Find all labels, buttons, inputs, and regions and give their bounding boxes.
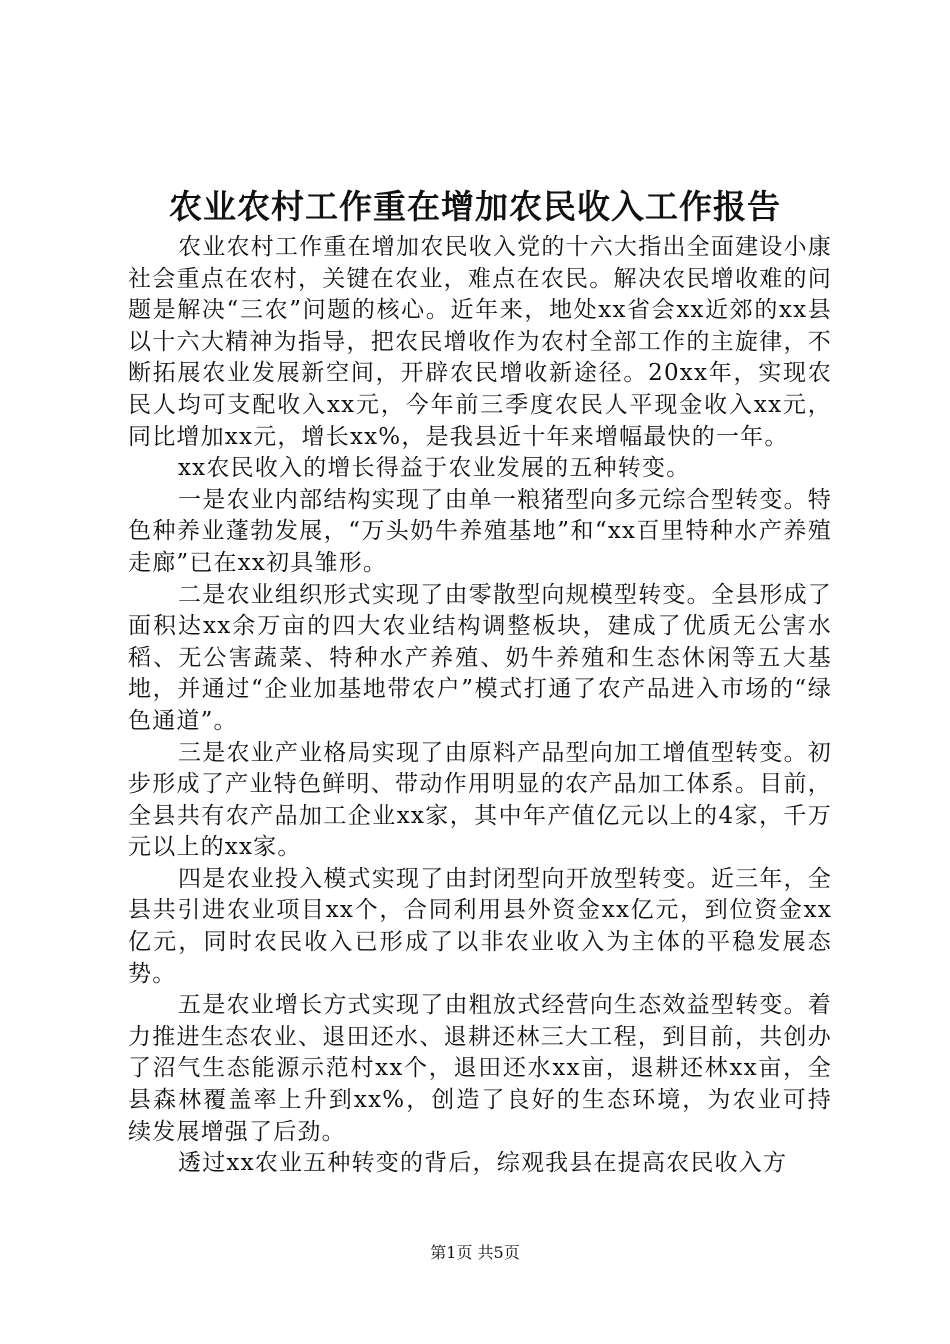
paragraph-continuation: 透过xx农业五种转变的背后，综观我县在提高农民收入方 [178,1150,788,1177]
document-title: 农业农村工作重在增加农民收入工作报告 [169,187,781,226]
paragraph-point-4: 四是农业投入模式实现了由封闭型向开放型转变。近三年，全县共引进农业项目xx个，合同利用县外资金xx亿元，到位资金xx亿元，同时农民收入已形成了以非农业收入为主体的平稳发展态势。 [128,865,832,987]
paragraph-point-1: 一是农业内部结构实现了由单一粮猪型向多元综合型转变。特色种养业蓬勃发展，“万头奶牛养殖基地”和“xx百里特种水产养殖走廊”已在xx初具雏形。 [128,486,832,576]
paragraph-point-5: 五是农业增长方式实现了由粗放式经营向生态效益型转变。着力推进生态农业、退田还水、退耕还林三大工程，到目前，共创办了沼气生态能源示范村xx个，退田还水xx亩，退耕还林xx亩，全县森林覆盖率上升到xx%，创造了良好的生态环境，为农业可持续发展增强了后劲。 [128,992,832,1145]
paragraph-point-2: 二是农业组织形式实现了由零散型向规模型转变。全县形成了面积达xx余万亩的四大农业结构调整板块，建成了优质无公害水稻、无公害蔬菜、特种水产养殖、奶牛养殖和生态休闲等五大基地，并通过“企业加基地带农户”模式打通了农产品进入市场的“绿色通道”。 [128,581,832,734]
paragraph-point-3: 三是农业产业格局实现了由原料产品型向加工增值型转变。初步形成了产业特色鲜明、带动作用明显的农产品加工体系。目前，全县共有农产品加工企业xx家，其中年产值亿元以上的4家，千万元以上的xx家。 [128,739,832,861]
document-body [128,232,832,1180]
paragraph-summary: xx农民收入的增长得益于农业发展的五种转变。 [178,455,691,482]
page-number-footer: 第1页 共5页 [430,1243,520,1262]
paragraph-intro: 农业农村工作重在增加农民收入党的十六大指出全面建设小康社会重点在农村，关键在农业，难点在农民。解决农民增收难的问题是解决“三农”问题的核心。近年来，地处xx省会xx近郊的xx县以十六大精神为指导，把农民增收作为农村全部工作的主旋律，不断拓展农业发展新空间，开辟农民增收新途径。20xx年，实现农民人均可支配收入xx元，今年前三季度农民人平现金收入xx元，同比增加xx元，增长xx%，是我县近十年来增幅最快的一年。 [128,234,832,450]
